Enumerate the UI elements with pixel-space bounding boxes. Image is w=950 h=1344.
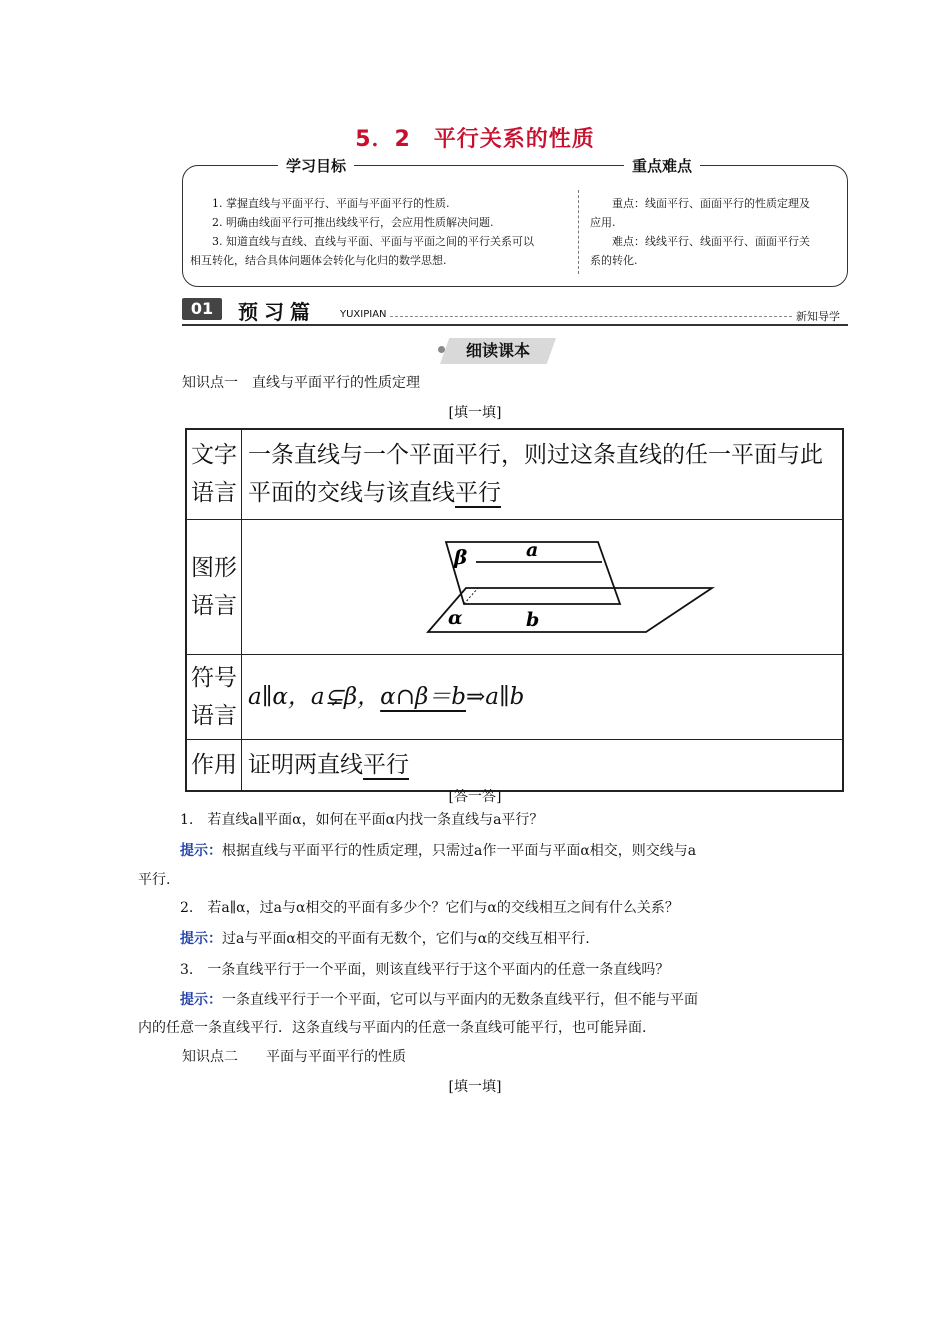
knowledge-point-2: 知识点二 平面与平面平行的性质 [182, 1049, 406, 1065]
row-content [242, 429, 844, 519]
banner-label: 细读课本 [465, 341, 530, 360]
answer-label: [答一答] [448, 789, 502, 805]
goal-item-2: 2. 明确由线面平行可推出线线平行，会应用性质解决问题. [212, 216, 494, 229]
goal-item-1: 1. 掌握直线与平面平行、平面与平面平行的性质. [212, 197, 450, 210]
table-row [186, 739, 843, 791]
key-line-3: 难点：线线平行、线面平行、面面平行关 [612, 235, 810, 248]
key-points-tab: 重点难点 [624, 155, 700, 175]
row-label: 图形语言 [186, 519, 242, 654]
table-row [186, 429, 843, 519]
goals-tab: 学习目标 [278, 155, 354, 175]
symbol-part-3: ⇒a∥b [465, 683, 525, 710]
hint-text: 根据直线与平面平行的性质定理，只需过a作一平面与平面α相交，则交线与a [222, 843, 697, 859]
table-row [186, 519, 843, 654]
answer-1 [180, 841, 696, 861]
symbol-part-1: a∥α，a⊊β， [248, 683, 381, 710]
section-number: 01 [182, 298, 222, 320]
blank-answer: 平行 [363, 751, 409, 778]
goal-item-3-cont: 相互转化，结合具体问题体会转化与化归的数学思想. [190, 254, 447, 267]
planes-figure [242, 520, 842, 648]
key-line-2: 应用. [590, 216, 616, 229]
figure-cell [242, 519, 844, 654]
hint-label: 提示： [180, 843, 222, 859]
key-line-1: 重点：线面平行、面面平行的性质定理及 [612, 197, 810, 210]
theorem-table [185, 428, 844, 792]
section-subtitle: 新知导学 [796, 310, 840, 323]
question-1: 1. 若直线a∥平面α，如何在平面α内找一条直线与a平行？ [180, 812, 544, 828]
fill-label-2: [填一填] [448, 1079, 502, 1095]
goal-item-3: 3. 知道直线与直线、直线与平面、平面与平面之间的平行关系可以 [212, 235, 534, 248]
row-content [242, 739, 844, 791]
answer-3 [180, 990, 698, 1010]
blank-answer: α∩β＝b [380, 683, 466, 710]
plane-alpha-shape [428, 588, 712, 632]
goals-divider [578, 190, 579, 274]
label-alpha: α [448, 606, 463, 629]
row-label: 作用 [186, 739, 242, 791]
table-row [186, 654, 843, 739]
intersection-hidden [464, 588, 478, 604]
fill-label: [填一填] [448, 405, 502, 421]
answer-1-cont: 平行. [138, 872, 171, 888]
section-underline [182, 324, 848, 326]
row-label: 文字语言 [186, 429, 242, 519]
question-3: 3. 一条直线平行于一个平面，则该直线平行于这个平面内的任意一条直线吗？ [180, 962, 670, 978]
text-language: 一条直线与一个平面平行，则过这条直线的任一平面与此平面的交线与该直线 [248, 442, 823, 507]
label-beta: β [454, 544, 468, 569]
usage-text: 证明两直线 [248, 751, 363, 778]
section-dash-line [390, 316, 792, 317]
question-2: 2. 若a∥α，过a与α相交的平面有多少个？它们与α的交线相互之间有什么关系？ [180, 900, 679, 916]
hint-text: 过a与平面α相交的平面有无数个，它们与α的交线互相平行. [222, 931, 590, 947]
hint-text: 一条直线平行于一个平面，它可以与平面内的无数条直线平行，但不能与平面 [222, 992, 698, 1008]
answer-3-cont: 内的任意一条直线平行．这条直线与平面内的任意一条直线可能平行，也可能异面. [138, 1020, 647, 1036]
label-b: b [526, 608, 540, 631]
page-title: 5．2 平行关系的性质 [355, 127, 595, 152]
row-content [242, 654, 844, 739]
section-pinyin: YUXIPIAN [340, 309, 387, 320]
row-label: 符号语言 [186, 654, 242, 739]
key-line-4: 系的转化. [590, 254, 638, 267]
answer-2 [180, 929, 590, 949]
label-a: a [526, 538, 539, 561]
blank-answer: 平行 [455, 480, 501, 507]
knowledge-point-1: 知识点一 直线与平面平行的性质定理 [182, 375, 420, 391]
hint-label: 提示： [180, 931, 222, 947]
section-title: 预习篇 [238, 300, 316, 324]
plane-alpha [467, 544, 678, 582]
hint-label: 提示： [180, 992, 222, 1008]
